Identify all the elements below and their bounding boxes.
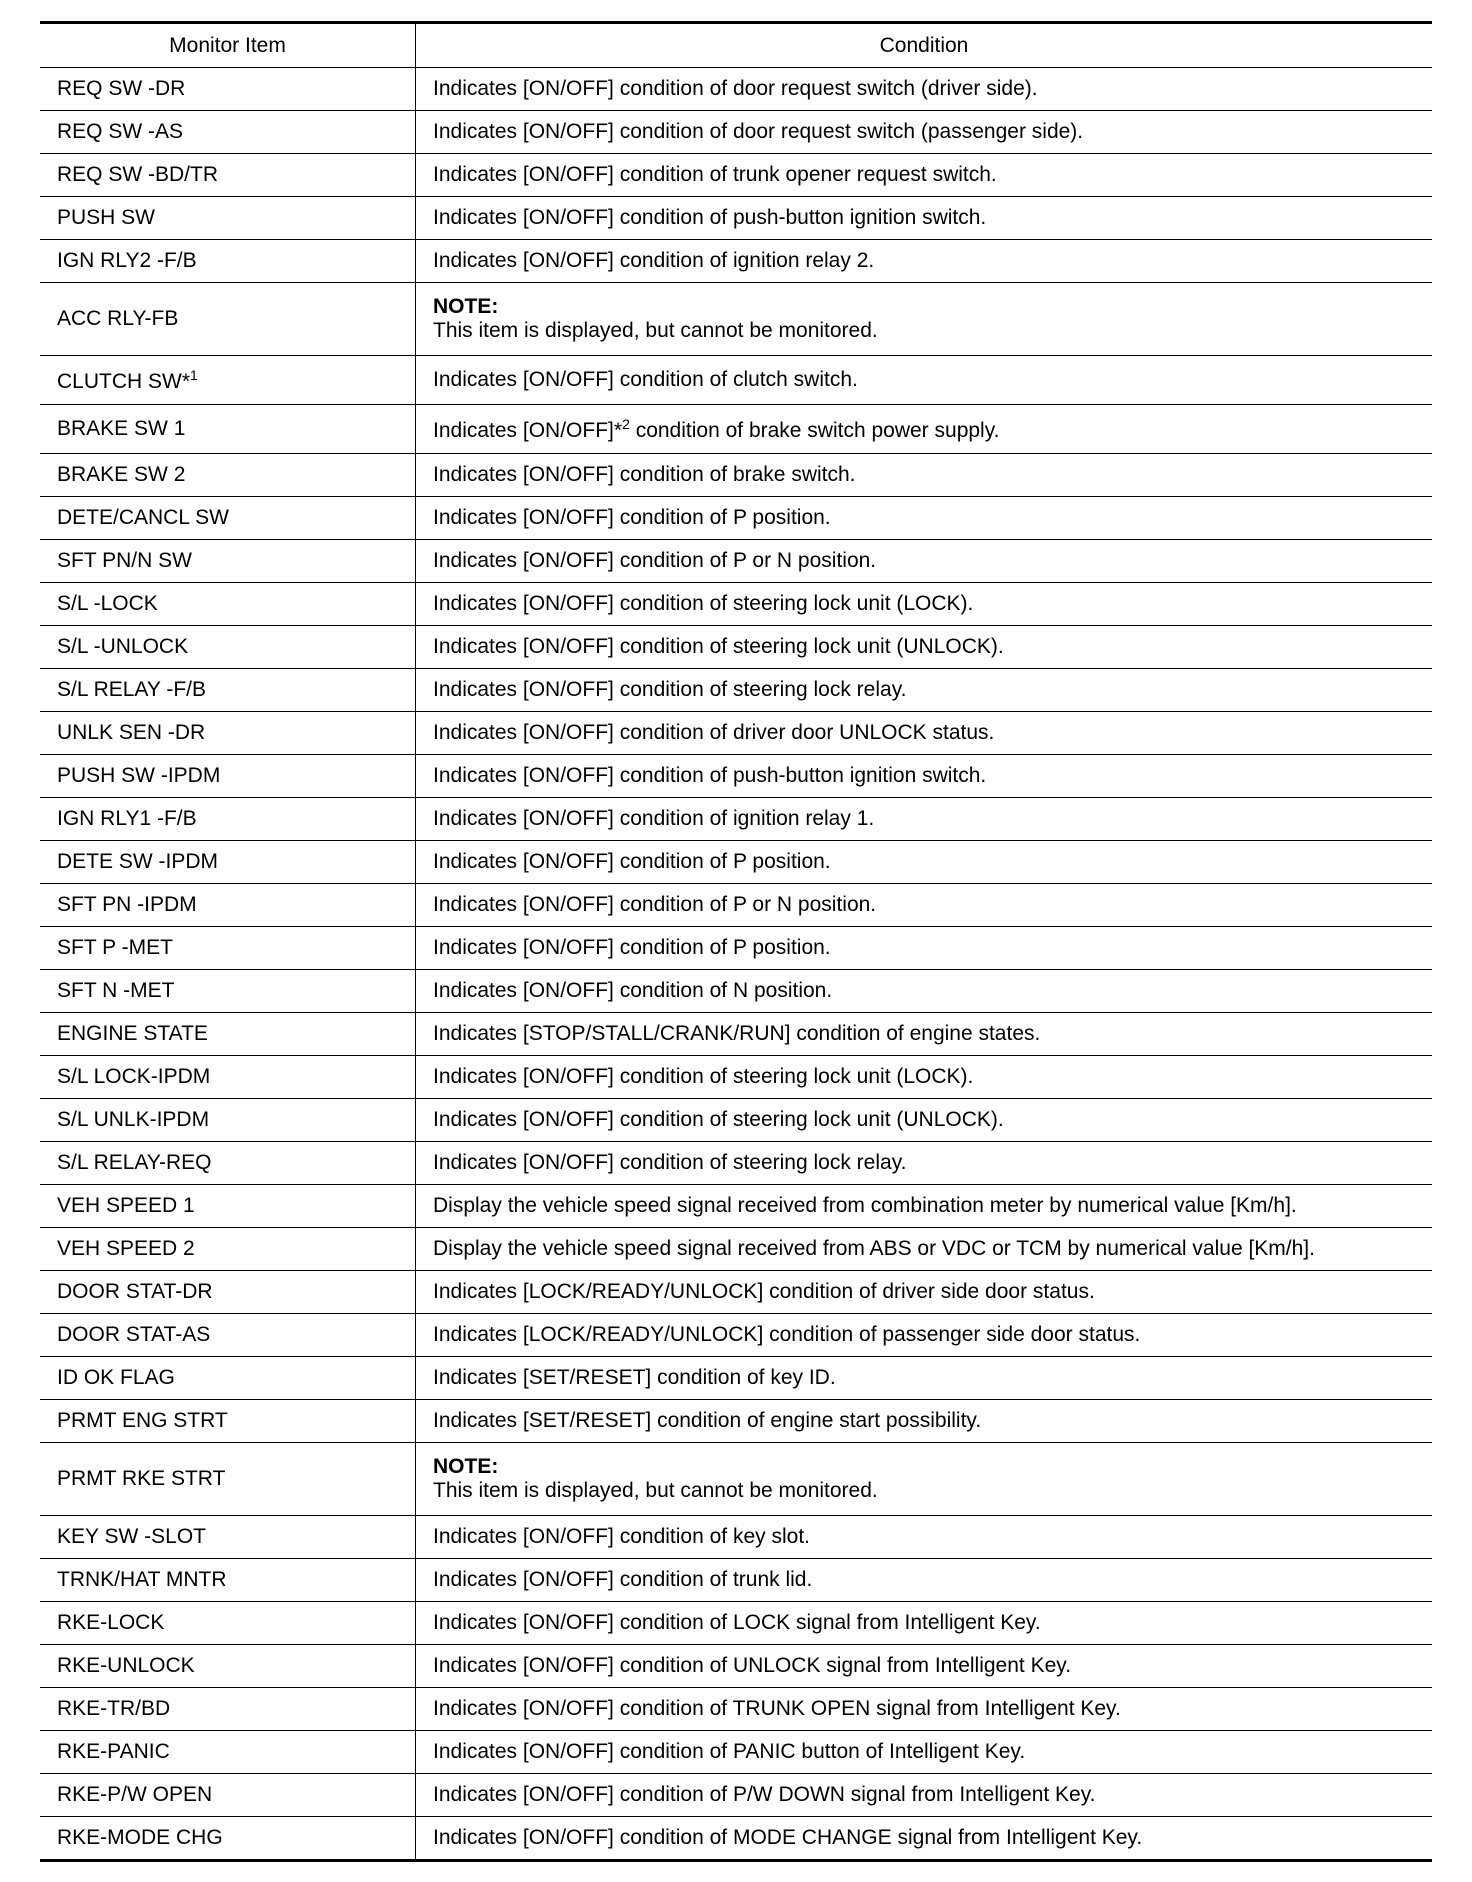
condition-text: Indicates [ON/OFF] condition of UNLOCK signal from Intelligent Key.: [433, 1654, 1072, 1677]
table-row: [40, 1099, 1432, 1142]
monitor-item-text: KEY SW -SLOT: [57, 1525, 206, 1548]
table-row: [40, 1314, 1432, 1357]
condition-cell: [416, 1688, 1433, 1731]
condition-text: Indicates [ON/OFF] condition of steering lock relay.: [433, 678, 907, 701]
condition-text: Indicates [ON/OFF] condition of P or N position.: [433, 893, 877, 916]
monitor-item-cell: [40, 1099, 416, 1142]
condition-text: Indicates [ON/OFF] condition of clutch switch.: [433, 368, 858, 391]
table-row: [40, 669, 1432, 712]
monitor-item-cell: [40, 626, 416, 669]
table-row: [40, 454, 1432, 497]
monitor-item-cell: [40, 240, 416, 283]
condition-text: Indicates [ON/OFF] condition of PANIC button of Intelligent Key.: [433, 1740, 1026, 1763]
monitor-item-cell: [40, 1185, 416, 1228]
table-row: [40, 283, 1432, 356]
monitor-item-text: SFT PN -IPDM: [57, 893, 197, 916]
table-row: [40, 927, 1432, 970]
monitor-item-text: RKE-PANIC: [57, 1740, 170, 1763]
condition-cell: [416, 712, 1433, 755]
monitor-item-cell: [40, 1357, 416, 1400]
condition-cell: [416, 669, 1433, 712]
monitor-item-cell: [40, 755, 416, 798]
condition-cell: [416, 283, 1433, 356]
monitor-item-text: IGN RLY2 -F/B: [57, 249, 197, 272]
monitor-item-text: DOOR STAT-AS: [57, 1323, 211, 1346]
condition-text: Indicates [STOP/STALL/CRANK/RUN] condition of engine states.: [433, 1022, 1041, 1045]
table-row: [40, 1228, 1432, 1271]
monitor-item-cell: [40, 841, 416, 884]
monitor-item-table: [40, 21, 1432, 1862]
condition-cell: [416, 1602, 1433, 1645]
condition-cell: [416, 798, 1433, 841]
condition-text: Indicates [ON/OFF] condition of push-button ignition switch.: [433, 206, 987, 229]
monitor-item-cell: [40, 1142, 416, 1185]
table-row: [40, 1516, 1432, 1559]
condition-cell: [416, 356, 1433, 405]
condition-text: Indicates [ON/OFF] condition of TRUNK OPEN signal from Intelligent Key.: [433, 1697, 1121, 1720]
monitor-item-text: DETE/CANCL SW: [57, 506, 229, 529]
condition-text: Indicates [ON/OFF] condition of P/W DOWN signal from Intelligent Key.: [433, 1783, 1096, 1806]
condition-cell: [416, 1731, 1433, 1774]
condition-cell: [416, 1400, 1433, 1443]
monitor-item-text: RKE-MODE CHG: [57, 1826, 223, 1849]
condition-cell: [416, 1774, 1433, 1817]
condition-cell: [416, 1099, 1433, 1142]
table-row: [40, 1559, 1432, 1602]
condition-text: Indicates [ON/OFF] condition of door request switch (driver side).: [433, 77, 1038, 100]
monitor-item-text: REQ SW -AS: [57, 120, 184, 143]
monitor-item-cell: [40, 1516, 416, 1559]
table-row: [40, 356, 1432, 405]
condition-text: Indicates [ON/OFF] condition of trunk opener request switch.: [433, 163, 997, 186]
note-label: NOTE:: [433, 1455, 499, 1478]
condition-text: Indicates [ON/OFF] condition of door request switch (passenger side).: [433, 120, 1084, 143]
monitor-item-text: CLUTCH SW*: [57, 369, 191, 393]
monitor-item-text: PRMT RKE STRT: [57, 1467, 226, 1490]
condition-cell: [416, 197, 1433, 240]
condition-text: Indicates [ON/OFF] condition of steering lock unit (UNLOCK).: [433, 1108, 1004, 1131]
monitor-item-text: RKE-UNLOCK: [57, 1654, 195, 1677]
condition-cell: [416, 1013, 1433, 1056]
monitor-item-cell: [40, 454, 416, 497]
condition-text: This item is displayed, but cannot be monitored.: [433, 319, 878, 342]
monitor-item-text: BRAKE SW 2: [57, 463, 186, 486]
monitor-item-text: S/L LOCK-IPDM: [57, 1065, 211, 1088]
condition-cell: [416, 884, 1433, 927]
monitor-item-cell: [40, 1731, 416, 1774]
monitor-item-text: RKE-TR/BD: [57, 1697, 171, 1720]
footnote-marker: 2: [622, 415, 630, 432]
condition-text: Indicates [ON/OFF] condition of P position.: [433, 506, 831, 529]
condition-cell: [416, 540, 1433, 583]
monitor-item-text: UNLK SEN -DR: [57, 721, 206, 744]
condition-text: Indicates [ON/OFF] condition of ignition relay 1.: [433, 807, 875, 830]
monitor-item-text: ID OK FLAG: [57, 1366, 175, 1389]
monitor-item-text: SFT P -MET: [57, 936, 173, 959]
condition-text: Indicates [ON/OFF] condition of steering lock unit (UNLOCK).: [433, 635, 1004, 658]
table-row: [40, 1400, 1432, 1443]
monitor-item-text: RKE-P/W OPEN: [57, 1783, 213, 1806]
header-monitor-item: Monitor Item: [40, 23, 416, 68]
footnote-marker: 1: [190, 366, 198, 383]
condition-text: Indicates [ON/OFF] condition of trunk lid.: [433, 1568, 813, 1591]
monitor-item-cell: [40, 197, 416, 240]
monitor-item-cell: [40, 884, 416, 927]
monitor-item-text: VEH SPEED 2: [57, 1237, 195, 1260]
table-row: [40, 1774, 1432, 1817]
monitor-item-text: S/L -LOCK: [57, 592, 158, 615]
condition-cell: [416, 626, 1433, 669]
monitor-item-text: PUSH SW -IPDM: [57, 764, 221, 787]
monitor-item-cell: [40, 1645, 416, 1688]
condition-cell: [416, 1056, 1433, 1099]
condition-text: Indicates [ON/OFF] condition of P position.: [433, 850, 831, 873]
table-row: [40, 405, 1432, 454]
monitor-item-text: VEH SPEED 1: [57, 1194, 195, 1217]
condition-text: Indicates [ON/OFF] condition of push-button ignition switch.: [433, 764, 987, 787]
monitor-item-text: IGN RLY1 -F/B: [57, 807, 197, 830]
table-row: [40, 1688, 1432, 1731]
monitor-item-text: BRAKE SW 1: [57, 417, 186, 440]
table-row: [40, 1142, 1432, 1185]
monitor-item-cell: [40, 1559, 416, 1602]
condition-cell: [416, 405, 1433, 454]
condition-cell: [416, 1271, 1433, 1314]
monitor-item-text: S/L RELAY -F/B: [57, 678, 206, 701]
monitor-item-text: ACC RLY-FB: [57, 307, 179, 330]
monitor-item-cell: [40, 111, 416, 154]
monitor-item-cell: [40, 283, 416, 356]
monitor-item-text: REQ SW -DR: [57, 77, 186, 100]
table-row: [40, 626, 1432, 669]
monitor-item-cell: [40, 1056, 416, 1099]
condition-cell: [416, 927, 1433, 970]
condition-cell: [416, 454, 1433, 497]
condition-cell: [416, 1142, 1433, 1185]
table-row: [40, 197, 1432, 240]
condition-text: This item is displayed, but cannot be monitored.: [433, 1479, 878, 1502]
condition-cell: [416, 154, 1433, 197]
condition-text: Indicates [ON/OFF] condition of MODE CHANGE signal from Intelligent Key.: [433, 1826, 1143, 1849]
monitor-item-text: S/L UNLK-IPDM: [57, 1108, 210, 1131]
table-row: [40, 240, 1432, 283]
monitor-item-text: ENGINE STATE: [57, 1022, 208, 1045]
table-row: [40, 712, 1432, 755]
table-row: [40, 1817, 1432, 1861]
table-row: [40, 68, 1432, 111]
condition-text: Indicates [ON/OFF] condition of ignition relay 2.: [433, 249, 875, 272]
monitor-item-text: REQ SW -BD/TR: [57, 163, 218, 186]
monitor-item-cell: [40, 970, 416, 1013]
monitor-item-text: TRNK/HAT MNTR: [57, 1568, 227, 1591]
monitor-item-cell: [40, 540, 416, 583]
table-row: [40, 1602, 1432, 1645]
condition-cell: [416, 1559, 1433, 1602]
monitor-item-cell: [40, 1774, 416, 1817]
condition-text: Indicates [ON/OFF] condition of key slot.: [433, 1525, 810, 1548]
table-row: [40, 1443, 1432, 1516]
condition-cell: [416, 1357, 1433, 1400]
monitor-item-cell: [40, 1013, 416, 1056]
note-label: NOTE:: [433, 295, 499, 318]
condition-text: Indicates [ON/OFF] condition of driver door UNLOCK status.: [433, 721, 995, 744]
condition-text: Indicates [ON/OFF] condition of P or N position.: [433, 549, 877, 572]
table-row: [40, 884, 1432, 927]
condition-cell: [416, 1817, 1433, 1861]
table-row: [40, 1013, 1432, 1056]
table-row: [40, 1357, 1432, 1400]
condition-cell: [416, 1443, 1433, 1516]
table-row: [40, 841, 1432, 884]
monitor-item-cell: [40, 798, 416, 841]
table-row: [40, 583, 1432, 626]
condition-text: Indicates [ON/OFF] condition of steering lock relay.: [433, 1151, 907, 1174]
condition-cell: [416, 970, 1433, 1013]
condition-text: Indicates [ON/OFF] condition of N position.: [433, 979, 833, 1002]
condition-text: Indicates [ON/OFF]*: [433, 418, 623, 442]
condition-text: Indicates [ON/OFF] condition of steering lock unit (LOCK).: [433, 592, 974, 615]
table-row: [40, 1645, 1432, 1688]
monitor-item-cell: [40, 1688, 416, 1731]
monitor-item-cell: [40, 583, 416, 626]
condition-cell: [416, 1516, 1433, 1559]
condition-text: Display the vehicle speed signal received from ABS or VDC or TCM by numerical value [Km/h].: [433, 1237, 1315, 1260]
monitor-item-cell: [40, 669, 416, 712]
table-row: [40, 1271, 1432, 1314]
monitor-item-cell: [40, 927, 416, 970]
condition-cell: [416, 755, 1433, 798]
monitor-item-text: DETE SW -IPDM: [57, 850, 218, 873]
monitor-item-cell: [40, 356, 416, 405]
table-row: [40, 497, 1432, 540]
monitor-item-text: PRMT ENG STRT: [57, 1409, 228, 1432]
condition-text-continued: condition of brake switch power supply.: [629, 418, 1000, 442]
table-row: [40, 1731, 1432, 1774]
table-row: [40, 1185, 1432, 1228]
condition-text: Display the vehicle speed signal received from combination meter by numerical value [Km/h].: [433, 1194, 1297, 1217]
condition-cell: [416, 240, 1433, 283]
monitor-item-text: DOOR STAT-DR: [57, 1280, 213, 1303]
condition-text: Indicates [LOCK/READY/UNLOCK] condition of passenger side door status.: [433, 1323, 1141, 1346]
header-condition: Condition: [416, 23, 1433, 68]
monitor-item-cell: [40, 405, 416, 454]
monitor-item-cell: [40, 68, 416, 111]
monitor-item-cell: [40, 1314, 416, 1357]
table-row: [40, 755, 1432, 798]
monitor-item-text: RKE-LOCK: [57, 1611, 165, 1634]
table-row: [40, 798, 1432, 841]
condition-text: Indicates [ON/OFF] condition of P position.: [433, 936, 831, 959]
table-row: [40, 111, 1432, 154]
condition-cell: [416, 1314, 1433, 1357]
monitor-item-cell: [40, 154, 416, 197]
table-row: [40, 1056, 1432, 1099]
table-row: [40, 970, 1432, 1013]
monitor-item-cell: [40, 1271, 416, 1314]
monitor-item-text: S/L -UNLOCK: [57, 635, 189, 658]
monitor-item-cell: [40, 1400, 416, 1443]
monitor-item-text: SFT PN/N SW: [57, 549, 192, 572]
monitor-item-cell: [40, 1228, 416, 1271]
condition-text: Indicates [SET/RESET] condition of engine start possibility.: [433, 1409, 982, 1432]
monitor-item-cell: [40, 1602, 416, 1645]
condition-text: Indicates [ON/OFF] condition of steering lock unit (LOCK).: [433, 1065, 974, 1088]
condition-text: Indicates [ON/OFF] condition of brake switch.: [433, 463, 856, 486]
table-row: [40, 540, 1432, 583]
condition-text: Indicates [ON/OFF] condition of LOCK signal from Intelligent Key.: [433, 1611, 1041, 1634]
monitor-item-text: SFT N -MET: [57, 979, 175, 1002]
condition-cell: [416, 1185, 1433, 1228]
monitor-item-cell: [40, 1817, 416, 1861]
condition-cell: [416, 68, 1433, 111]
table-header-row: [40, 23, 1432, 68]
condition-text: Indicates [LOCK/READY/UNLOCK] condition of driver side door status.: [433, 1280, 1095, 1303]
condition-cell: [416, 111, 1433, 154]
monitor-item-text: S/L RELAY-REQ: [57, 1151, 212, 1174]
condition-cell: [416, 583, 1433, 626]
condition-cell: [416, 841, 1433, 884]
condition-cell: [416, 1645, 1433, 1688]
monitor-item-cell: [40, 497, 416, 540]
condition-text: Indicates [SET/RESET] condition of key ID.: [433, 1366, 836, 1389]
condition-cell: [416, 1228, 1433, 1271]
monitor-item-cell: [40, 712, 416, 755]
monitor-item-text: PUSH SW: [57, 206, 156, 229]
monitor-item-cell: [40, 1443, 416, 1516]
table-row: [40, 154, 1432, 197]
condition-cell: [416, 497, 1433, 540]
